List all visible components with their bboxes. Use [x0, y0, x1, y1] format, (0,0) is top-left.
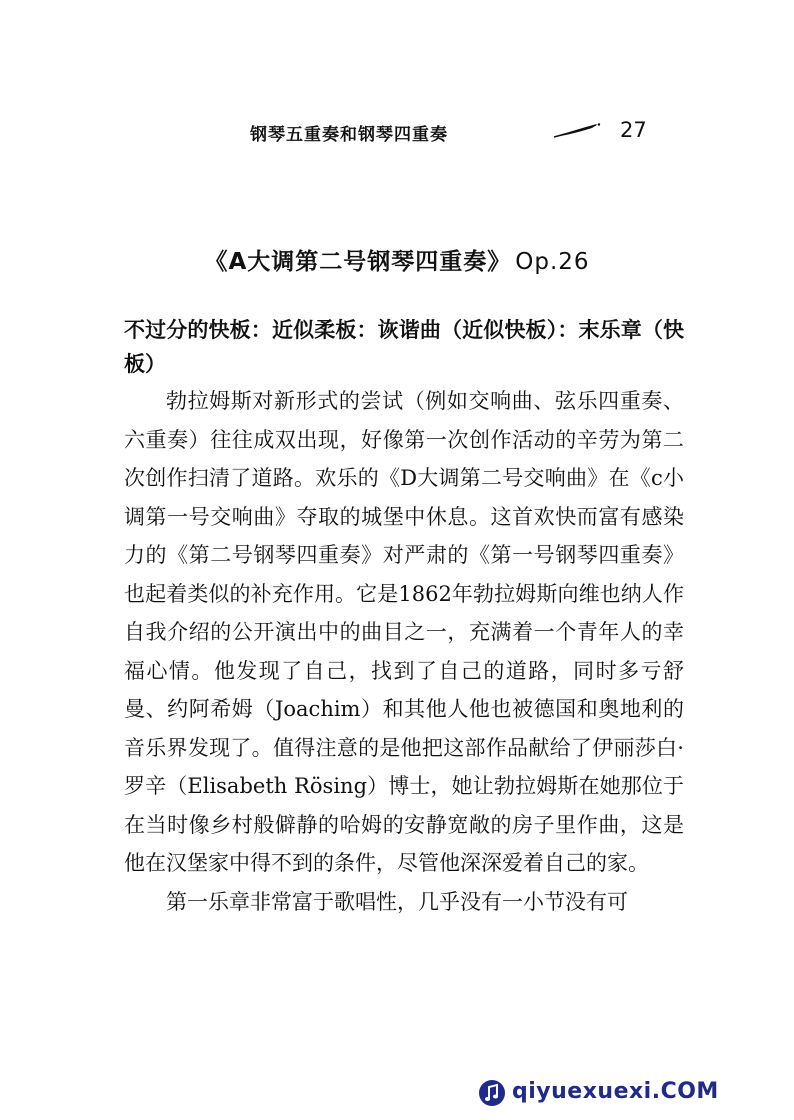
watermark: [478, 1075, 778, 1111]
running-header: [250, 118, 670, 148]
paragraph: 第一乐章非常富于歌唱性，几乎没有一小节没有可: [166, 889, 628, 914]
paragraph: 勃拉姆斯对新形式的尝试（例如交响曲、弦乐四重奏、六重奏）往往成双出现，好像第一次创作活动的辛劳为第二次创作扫清了道路。欢乐的《D大调第二号交响曲》在《c小调第一号交响曲》夺取的城堡中休息。这首欢快而富有感染力的《第二号钢琴四重奏》对严肃的《第一号钢琴四重奏》也起着类似的补充作用。它是1862年勃拉姆斯向维也纳人作自我介绍的公开演出中的曲目之一，充满着一个青年人的幸福心情。他发现了自己，找到了自己的道路，同时多亏舒曼、约阿希姆（Joachim）和其他人他也被德国和奥地利的音乐界发现了。值得注意的是他把这部作品献给了伊丽莎白·罗辛（Elisabeth Rösing）博士，她让勃拉姆斯在她那位于在当时像乡村般僻静的哈姆的安静宽敞的房子里作曲，这是他在汉堡家中得不到的条件，尽管他深深爱着自己的家。: [124, 389, 684, 875]
watermark-text: qiyuexuexi.COM: [512, 1079, 719, 1104]
quill-flourish-icon: [552, 122, 602, 140]
running-title: 钢琴五重奏和钢琴四重奏: [250, 125, 448, 145]
work-opus: Op.26: [515, 249, 590, 275]
movement-list: 不过分的快板：近似柔板：诙谐曲（近似快板）：末乐章（快板）: [124, 318, 684, 376]
music-note-logo-icon: [478, 1079, 506, 1107]
page-number: 27: [620, 118, 647, 142]
work-title-name: 《A大调第二号钢琴四重奏》: [204, 249, 512, 275]
body-text: [124, 382, 684, 921]
work-title: [0, 243, 794, 276]
